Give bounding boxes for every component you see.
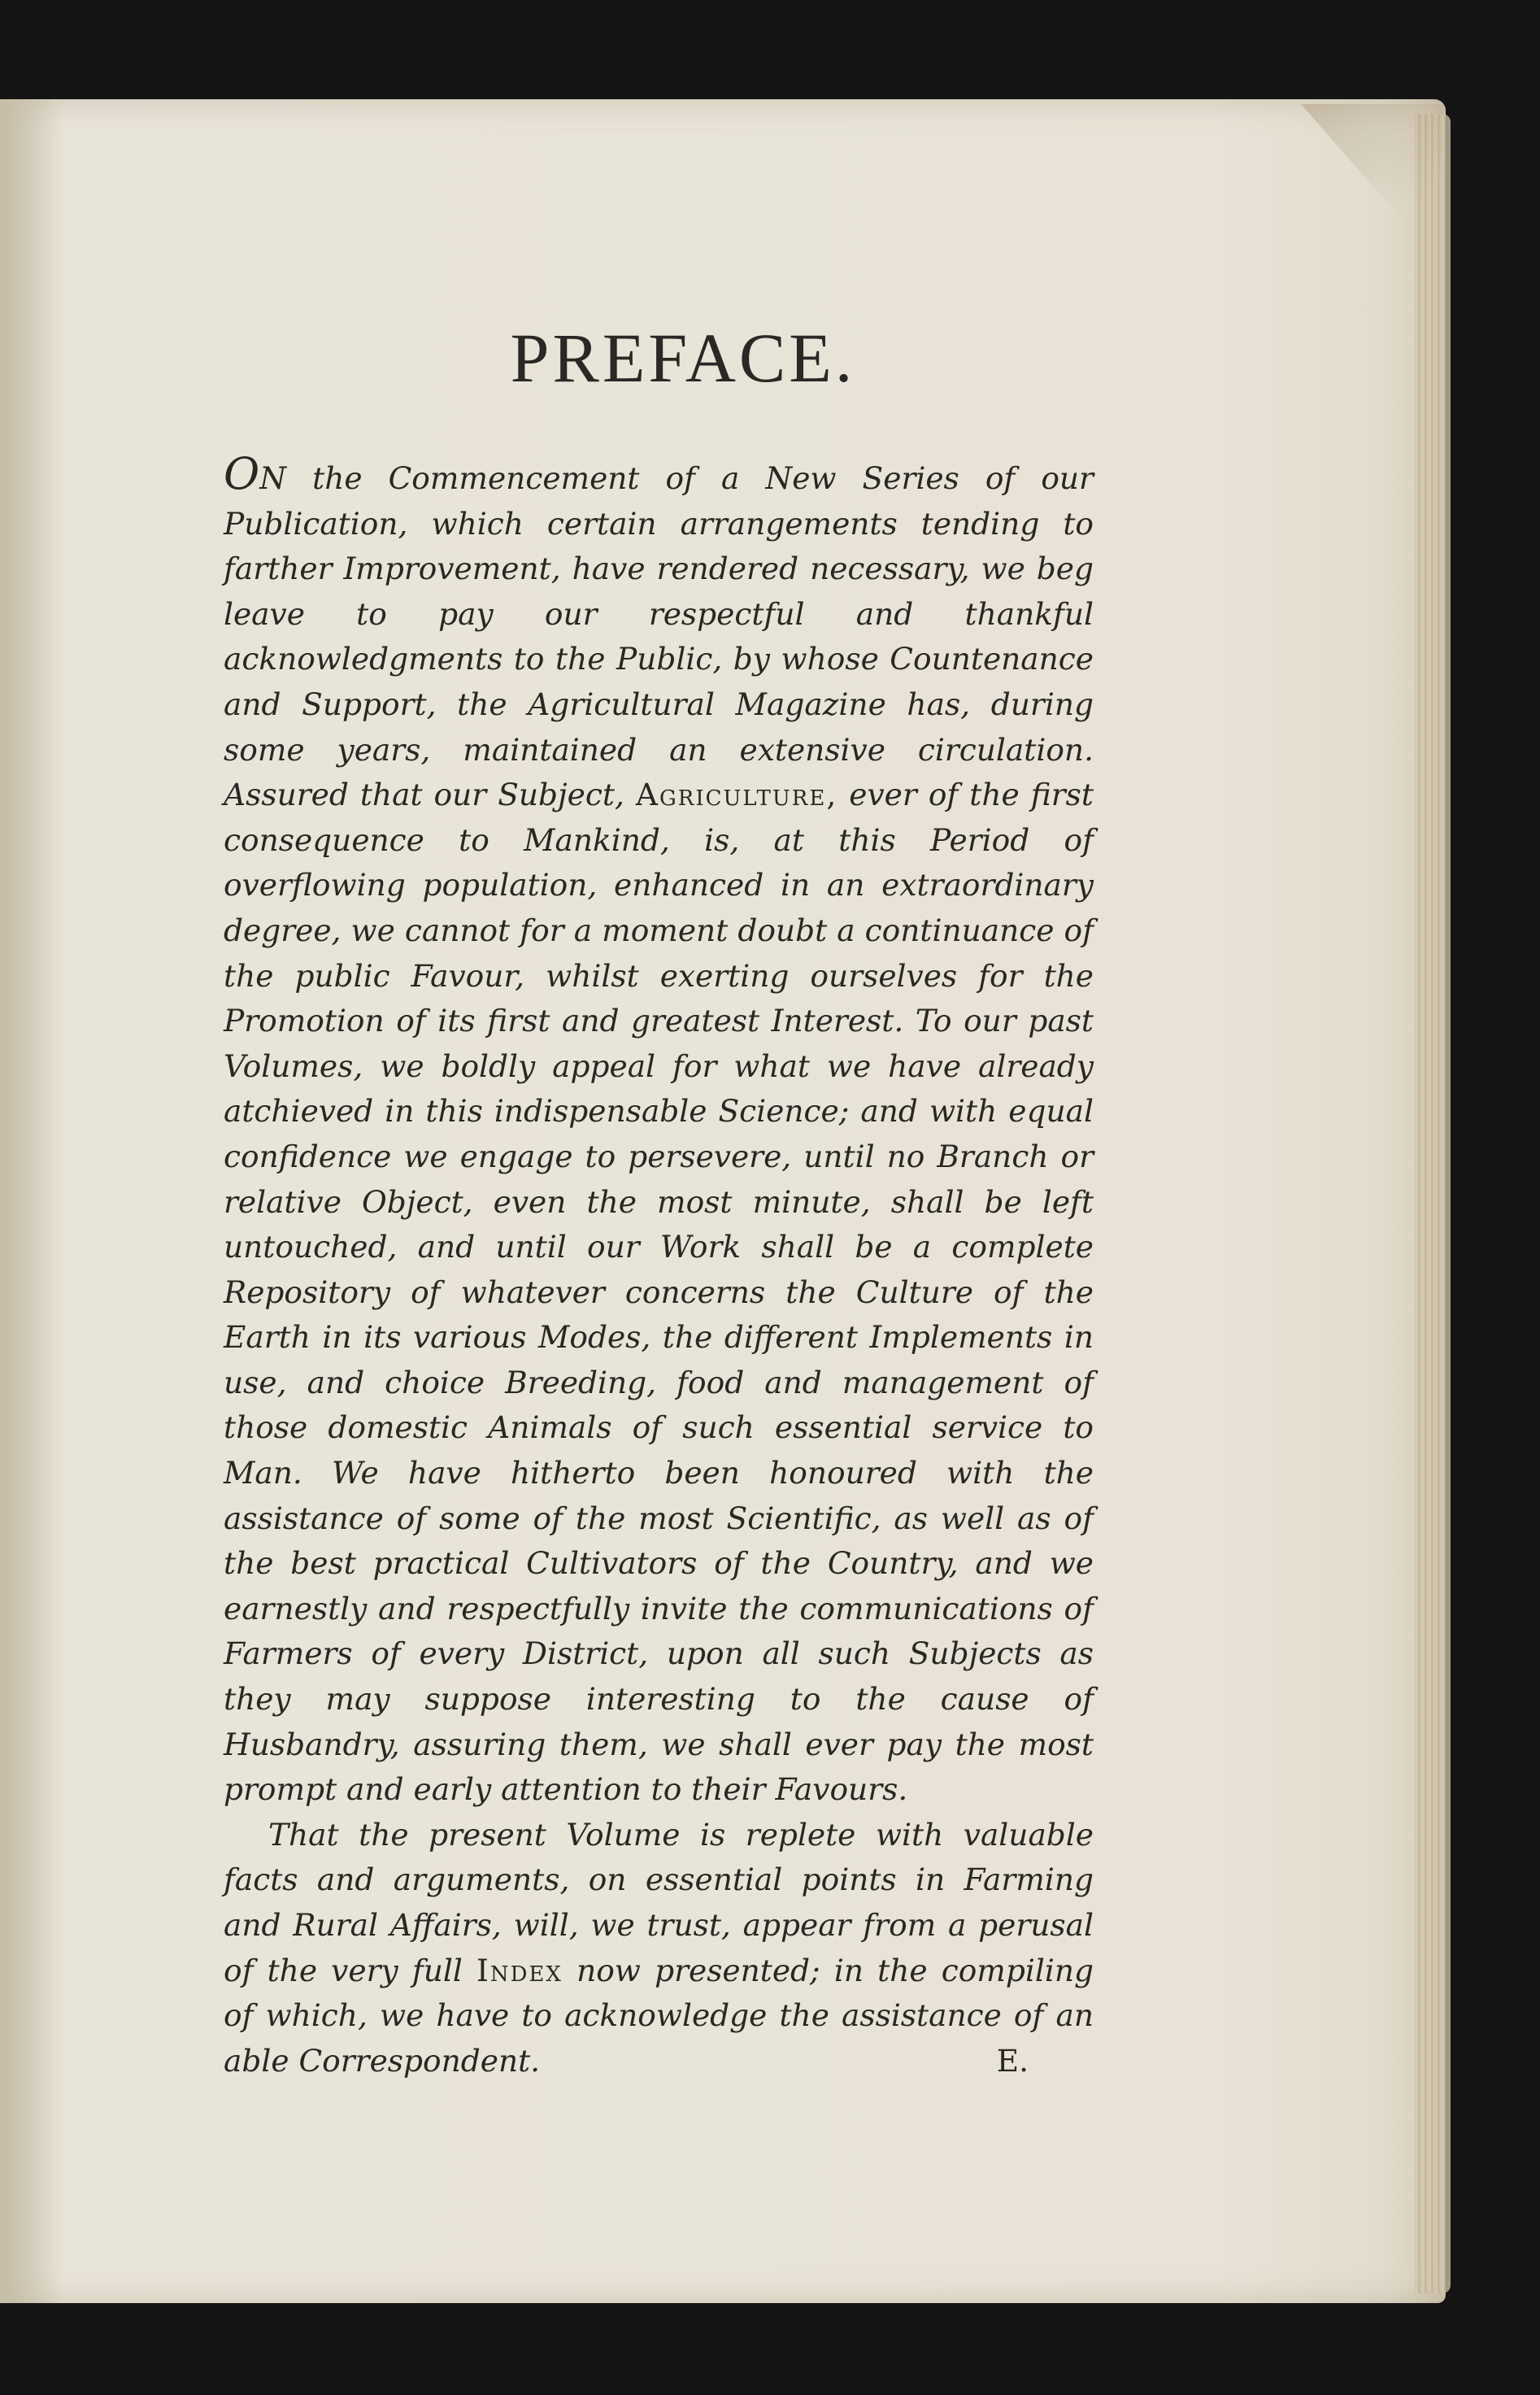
paragraph-1 xyxy=(224,448,1094,1813)
paragraph-1-text-b: ever of the first consequence to Mankind, is, at this Period of overflowing population, enhanced in an extraordinary degree, we cannot for a moment doubt a continuance of the public Favour, whilst exerting ourselves for the Promotion of its first and greatest Interest. To our past Volumes, we boldly appeal for what we have already atchieved in this indispensable Science; and with equal confidence we engage to persevere, until no Branch or relative Object, even the most minute, shall be left untouched, and until our Work shall be a complete Repository of whatever concerns the Culture of the Earth in its various Modes, the different Implements in use, and choice Breeding, food and management of those domestic Animals of such essential service to Man. We have hitherto been honoured with the assistance of some of the most Scientific, as well as of the best practical Cultivators of the Country, and we earnestly and respectfully invite the communications of Farmers of every District, upon all such Subjects as they may suppose interesting to the cause of Husbandry, assuring them, we shall ever pay the most prompt and early attention to their Favours. xyxy=(224,777,1094,1808)
page-gutter-shadow xyxy=(0,99,65,2303)
index-smallcaps: Index xyxy=(476,1952,563,1988)
paragraph-2-text-b: now presented; in the compiling of which, we have to acknowledge the assistance of an able Correspondent. xyxy=(224,1952,1094,2079)
paragraph-1-text-a: N the Commencement of a New Series of our Publication, which certain arrangements tending to farther Improvement, have rendered necessary, we beg leave to pay our respectful and thankful acknowledgments to the Public, by whose Countenance and Support, the Agricultural Magazine has, during some years, maintained an extensive circulation. Assured that our Subject, xyxy=(224,460,1094,813)
drop-initial: O xyxy=(224,448,260,499)
page-title: PREFACE. xyxy=(510,319,856,397)
paragraph-2 xyxy=(224,1813,1094,2084)
agriculture-smallcaps: Agriculture, xyxy=(635,777,838,813)
preface-content xyxy=(224,317,1094,2084)
page-edge-texture xyxy=(1415,114,1451,2293)
paragraph-2-text-a: That the present Volume is replete with valuable facts and arguments, on essential points in Farming and Rural Affairs, will, we trust, appear from a perusal of the very full xyxy=(224,1816,1094,1988)
signature: E. xyxy=(996,2042,1029,2079)
